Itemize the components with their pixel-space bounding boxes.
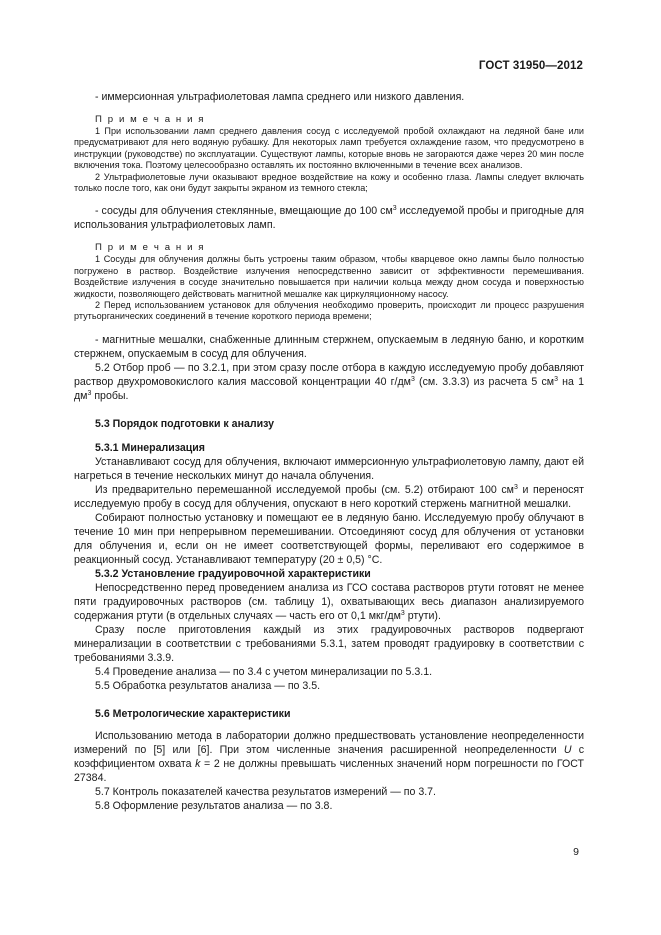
notes-heading: П р и м е ч а н и я — [95, 242, 206, 254]
note-paragraph: 1 Сосуды для облучения должны быть устроены таким образом, чтобы кварцевое окно лампы было полностью погружено в раствор. Воздействие излучения непосредственно зависит от эффективности перемешивания. Воздействие излучения в сосуде значительно повышается при наличии кольца между дном сосуда и поверхностью жидкости, позволяющего действовать магнитной мешалке как циркуляционному насосу. — [74, 254, 584, 299]
text-run: на 1 дм — [74, 375, 584, 402]
paragraph: Устанавливают сосуд для облучения, включают иммерсионную ультрафиолетовую лампу, дают ей нагреться в течение нескольких минут до начала облучения. — [74, 455, 584, 482]
paragraph — [74, 729, 584, 785]
superscript: 3 — [400, 609, 405, 617]
text-run: 5.2 Отбор проб — по 3.2.1, при этом сразу после отбора в каждую исследуемую пробу добавляют раствор двухромовокислого калия массовой концентрации 40 г/дм — [74, 361, 584, 388]
section-5-8: 5.8 Оформление результатов анализа — по 3.8. — [95, 799, 333, 812]
equipment-item-stirrers: - магнитные мешалки, снабженные длинным стержнем, опускаемым в ледяную баню, и коротким стержнем, опускаемым в сосуд для облучения. — [74, 333, 584, 360]
paragraph — [74, 581, 584, 623]
text-run: Из предварительно перемешанной исследуемой пробы (см. 5.2) отбирают 100 см — [95, 483, 514, 496]
paragraph: Сразу после приготовления каждый из этих градуировочных растворов подвергают минерализации в соответствии с требованиями 5.3.1, затем проводят градуировку в соответствии с требованиями 3.3.9. — [74, 623, 584, 664]
equipment-item-lamp: - иммерсионная ультрафиолетовая лампа среднего или низкого давления. — [95, 91, 465, 103]
section-heading-5-3-1: 5.3.1 Минерализация — [95, 441, 205, 454]
superscript: 3 — [87, 389, 92, 397]
italic-symbol: k — [195, 757, 201, 770]
text-run: = 2 не должны превышать численных значений норм погрешности по ГОСТ 27384. — [74, 757, 584, 784]
superscript: 3 — [513, 483, 518, 491]
section-heading-5-6: 5.6 Метрологические характеристики — [95, 707, 291, 720]
section-5-5: 5.5 Обработка результатов анализа — по 3.5. — [95, 679, 321, 692]
section-5-7: 5.7 Контроль показателей качества результатов измерений — по 3.7. — [95, 785, 437, 798]
text-run: Непосредственно перед проведением анализа из ГСО состава растворов ртути готовят не менее пяти градуировочных растворов (см. таблицу 1), охватывающих весь диапазон анализируемого содержания ртути (в отдельных случаях — часть его от 0,1 мкг/дм — [74, 581, 584, 622]
section-heading-5-3-2: 5.3.2 Установление градуировочной характеристики — [95, 567, 371, 580]
superscript: 3 — [392, 205, 397, 213]
page-content — [74, 90, 584, 813]
text-run: пробы. — [91, 389, 129, 402]
text-run: с коэффициентом охвата — [74, 743, 584, 770]
note-paragraph: 2 Перед использованием установок для облучения необходимо проверить, происходит ли процесс разрушения ртутьорганических соединений в течение короткого периода времени; — [74, 300, 584, 322]
paragraph: Собирают полностью установку и помещают ее в ледяную баню. Исследуемую пробу облучают в течение 10 мин при непрерывном перемешивании. Отсоединяют сосуд для облучения от установки для облучения и, если он не имеет соответствующей формы, переливают его содержимое в реакционный сосуд. Устанавливают температуру (20 ± 0,5) °С. — [74, 511, 584, 566]
notes-heading: П р и м е ч а н и я — [95, 114, 206, 125]
superscript: 3 — [410, 375, 415, 383]
text-run: и переносят исследуемую пробу в сосуд для облучения, опускают в него короткий стержень магнитной мешалки. — [74, 483, 584, 510]
text-run: (см. 3.3.3) из расчета 5 см — [414, 375, 555, 388]
note-paragraph: 1 При использовании ламп среднего давления сосуд с исследуемой пробой охлаждают на ледяной бане или предусматривают для него водяную рубашку. Для некоторых ламп требуется охлаждение газом, что предусмотрено в инструкции (руководстве) по эксплуатации. Существуют лампы, которые вновь не загораются даже через 20 мин после включения тока. Поэтому целесообразно оставлять их постоянно включенными в течение всех анализов. — [74, 126, 584, 171]
text-run: ртути). — [404, 609, 441, 622]
text-run: - сосуды для облучения стеклянные, вмещающие до 100 см — [95, 205, 393, 218]
paragraph — [74, 483, 584, 511]
standard-code: ГОСТ 31950—2012 — [478, 60, 583, 72]
section-heading-5-3: 5.3 Порядок подготовки к анализу — [95, 417, 274, 430]
note-paragraph: 2 Ультрафиолетовые лучи оказывают вредное воздействие на кожу и особенно глаза. Лампы следует включать только после того, как они будут закрыты экраном из темного стекла; — [74, 171, 584, 194]
italic-symbol: U — [563, 743, 572, 756]
section-5-2 — [74, 361, 584, 403]
text-run: исследуемой пробы и пригодные для использования ультрафиолетовых ламп. — [74, 205, 584, 232]
page-number: 9 — [573, 846, 579, 858]
section-5-4: 5.4 Проведение анализа — по 3.4 с учетом минерализации по 5.3.1. — [95, 665, 433, 678]
superscript: 3 — [554, 375, 558, 383]
text-run: Использованию метода в лаборатории должно предшествовать установление неопределенности измерений по [5] или [6]. При этом численные значения расширенной неопределенности — [74, 729, 584, 756]
equipment-item-vessels — [74, 204, 584, 232]
